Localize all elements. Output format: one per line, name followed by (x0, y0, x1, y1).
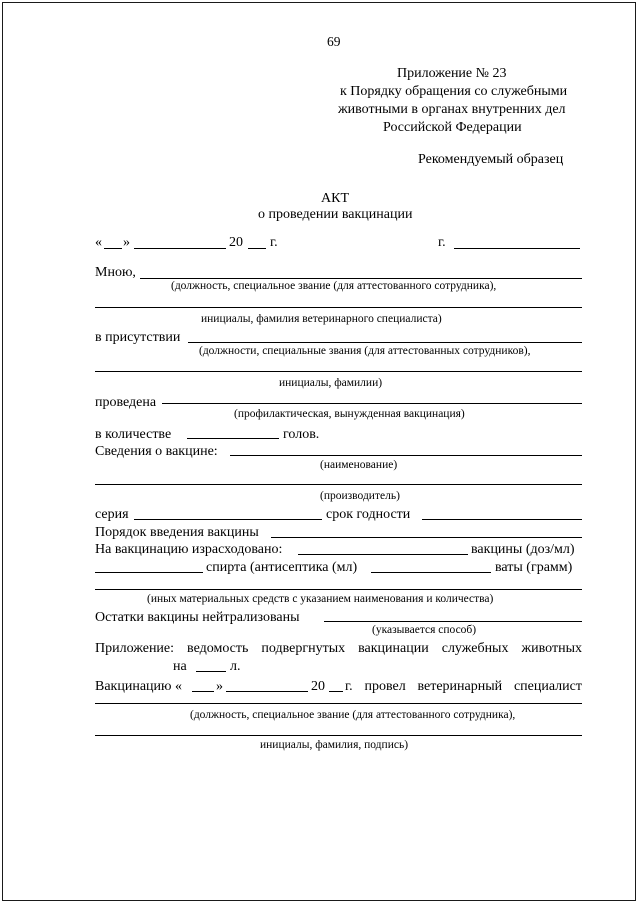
vet-hint: инициалы, фамилия ветеринарного специалиста) (201, 313, 442, 325)
vaccine-producer-field[interactable] (95, 484, 582, 485)
series-field[interactable] (134, 519, 322, 520)
other-materials-hint: (иных материальных средств с указанием наименования и количества) (147, 593, 494, 605)
procedure-field[interactable] (271, 537, 582, 538)
appendix-line-3: Российской Федерации (383, 120, 522, 135)
procedure-label: Порядок введения вакцины (95, 525, 259, 540)
vaccine-dose-field[interactable] (298, 554, 468, 555)
by-me-hint: (должность, специальное звание (для аттестованного сотрудника), (171, 280, 497, 292)
cotton-label: ваты (грамм) (495, 560, 573, 575)
series-label: серия (95, 507, 129, 522)
doc-subtitle: о проведении вакцинации (258, 207, 413, 222)
conducted-hint: (профилактическая, вынужденная вакцинация) (234, 408, 465, 420)
date-year-field[interactable] (248, 248, 266, 249)
sheets-field[interactable] (196, 671, 226, 672)
quantity-field[interactable] (187, 438, 279, 439)
by-me-label: Мною, (95, 265, 136, 280)
page-number: 69 (327, 34, 341, 49)
by-me-field[interactable] (140, 278, 582, 279)
heads-label: голов. (283, 427, 320, 442)
recommended-sample: Рекомендуемый образец (418, 152, 564, 167)
vaccine-name-hint: (наименование) (320, 459, 398, 471)
signer-field[interactable] (95, 703, 582, 704)
expiry-field[interactable] (422, 519, 582, 520)
presence-field[interactable] (188, 342, 582, 343)
signer-hint-2: инициалы, фамилия, подпись) (260, 739, 409, 751)
sheets-suffix: л. (230, 659, 241, 674)
presence-label: в присутствии (95, 330, 181, 345)
neutralized-label: Остатки вакцины нейтрализованы (95, 610, 300, 625)
alcohol-label: спирта (антисептика (мл) (206, 560, 358, 575)
vaccine-producer-hint: (производитель) (320, 490, 400, 502)
conducted-label: проведена (95, 395, 157, 410)
presence-hint: (должности, специальные звания (для аттестованных сотрудников), (199, 345, 531, 357)
signer-hint: (должность, специальное звание (для аттестованного сотрудника), (190, 709, 516, 721)
vet-field[interactable] (95, 307, 582, 308)
date-day-field[interactable] (104, 248, 122, 249)
appendix-number: Приложение № 23 (397, 66, 507, 81)
signer-field-2[interactable] (95, 735, 582, 736)
vaccine-dose-unit: вакцины (доз/мл) (471, 542, 575, 557)
alcohol-field[interactable] (95, 572, 203, 573)
sheets-prefix: на (173, 659, 187, 674)
appendix-line-2: животными в органах внутренних дел (338, 102, 566, 117)
attachment-text: Приложение: ведомость подвергнутых вакцинации служебных животных (95, 641, 582, 656)
expiry-label: срок годности (326, 507, 411, 522)
other-materials-field[interactable] (95, 589, 582, 590)
conducted-field[interactable] (162, 403, 582, 404)
neutralized-field[interactable] (324, 621, 582, 622)
vaccine-name-field[interactable] (230, 455, 582, 456)
vaccine-info-label: Сведения о вакцине: (95, 444, 218, 459)
date-quote-close: » (123, 235, 130, 250)
vaccination-done-mid: » (216, 679, 223, 694)
vaccination-year-field[interactable] (329, 691, 343, 692)
appendix-line-1: к Порядку обращения со служебными (340, 84, 568, 99)
cotton-field[interactable] (371, 572, 491, 573)
presence-field-2[interactable] (95, 371, 582, 372)
date-year-suffix: г. (270, 235, 278, 250)
vaccination-year-prefix: 20 (311, 679, 325, 694)
vaccination-day-field[interactable] (192, 691, 214, 692)
doc-title: АКТ (321, 191, 349, 206)
vaccination-done-suffix: г. провел ветеринарный специалист (345, 679, 582, 694)
neutralized-hint: (указывается способ) (372, 624, 477, 636)
city-prefix: г. (438, 235, 446, 250)
date-year-prefix: 20 (229, 235, 243, 250)
date-quote-open: « (95, 235, 102, 250)
vaccination-done-prefix: Вакцинацию « (95, 679, 182, 694)
vaccination-month-field[interactable] (226, 691, 308, 692)
spent-label: На вакцинацию израсходовано: (95, 542, 283, 557)
city-field[interactable] (454, 248, 580, 249)
presence-hint-2: инициалы, фамилии) (279, 377, 383, 389)
date-month-field[interactable] (134, 248, 226, 249)
quantity-label: в количестве (95, 427, 172, 442)
